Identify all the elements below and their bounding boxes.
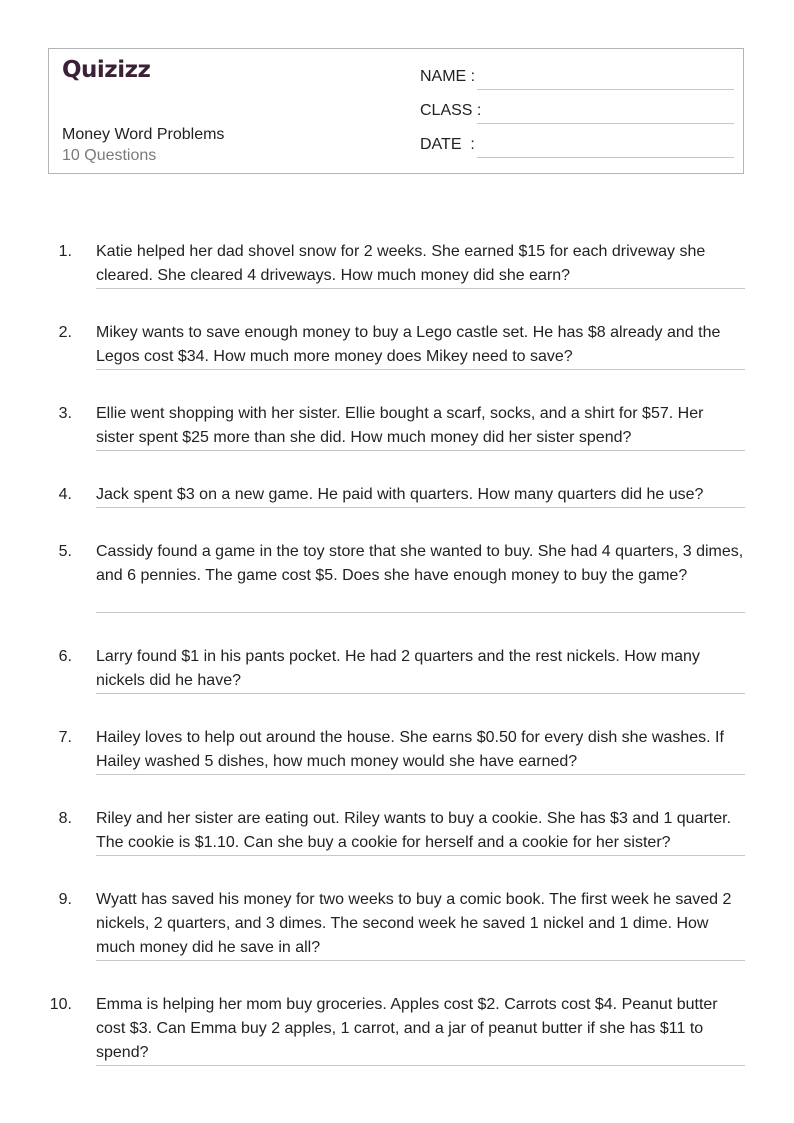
question-number: 3. (58, 405, 72, 422)
question-number: 9. (58, 891, 72, 908)
name-line[interactable] (477, 89, 734, 90)
answer-line[interactable] (96, 369, 745, 370)
answer-line[interactable] (96, 1065, 745, 1066)
class-label: CLASS : (420, 102, 482, 119)
question-text: Mikey wants to save enough money to buy a Lego castle set. He has $8 already and the Legos cost $34. How much more money does Mikey need to save? (96, 324, 721, 365)
answer-line[interactable] (96, 855, 745, 856)
answer-line[interactable] (96, 693, 745, 694)
question-text: Ellie went shopping with her sister. Ellie bought a scarf, socks, and a shirt for $57. Her sister spent $25 more than she did. How much money did her sister spend? (96, 405, 704, 446)
name-label: NAME : (420, 68, 476, 85)
question-number: 2. (58, 324, 72, 341)
answer-line[interactable] (96, 774, 745, 775)
class-line[interactable] (477, 123, 734, 124)
worksheet-title: Money Word Problems (62, 126, 225, 143)
question-text: Cassidy found a game in the toy store that she wanted to buy. She had 4 quarters, 3 dimes, and 6 pennies. The game cost $5. Does she have enough money to buy the game? (96, 543, 744, 584)
question-text: Wyatt has saved his money for two weeks to buy a comic book. The first week he saved 2 nickels, 2 quarters, and 3 dimes. The second week he saved 1 nickel and 1 dime. How much money did he save in all? (96, 891, 732, 956)
answer-line[interactable] (96, 612, 745, 613)
question-count: 10 Questions (62, 147, 157, 164)
quizizz-logo: Quizizz (62, 57, 151, 83)
answer-line[interactable] (96, 450, 745, 451)
question-number: 6. (58, 648, 72, 665)
answer-line[interactable] (96, 507, 745, 508)
date-field[interactable] (420, 136, 734, 158)
question-text: Jack spent $3 on a new game. He paid with quarters. How many quarters did he use? (96, 486, 704, 503)
question-number: 7. (58, 729, 72, 746)
class-field[interactable] (420, 102, 734, 124)
question-text: Emma is helping her mom buy groceries. Apples cost $2. Carrots cost $4. Peanut butter cost $3. Can Emma buy 2 apples, 1 carrot, and a jar of peanut butter if she has $11 to spend? (96, 996, 718, 1061)
question-number: 8. (58, 810, 72, 827)
question-text: Riley and her sister are eating out. Riley wants to buy a cookie. She has $3 and 1 quarter. The cookie is $1.10. Can she buy a cookie for herself and a cookie for her sister? (96, 810, 732, 851)
question-number: 5. (58, 543, 72, 560)
worksheet-header (48, 48, 744, 174)
date-label: DATE : (420, 136, 475, 153)
answer-line[interactable] (96, 288, 745, 289)
question-text: Hailey loves to help out around the house. She earns $0.50 for every dish she washes. If Hailey washed 5 dishes, how much money would she have earned? (96, 729, 724, 770)
question-number: 4. (58, 486, 72, 503)
question-text: Larry found $1 in his pants pocket. He had 2 quarters and the rest nickels. How many nickels did he have? (96, 648, 700, 689)
question-number: 1. (58, 243, 72, 260)
question-number: 10. (49, 996, 72, 1013)
name-field[interactable] (420, 68, 734, 90)
question-text: Katie helped her dad shovel snow for 2 weeks. She earned $15 for each driveway she cleared. She cleared 4 driveways. How much money did she earn? (96, 243, 706, 284)
date-line[interactable] (477, 157, 734, 158)
answer-line[interactable] (96, 960, 745, 961)
